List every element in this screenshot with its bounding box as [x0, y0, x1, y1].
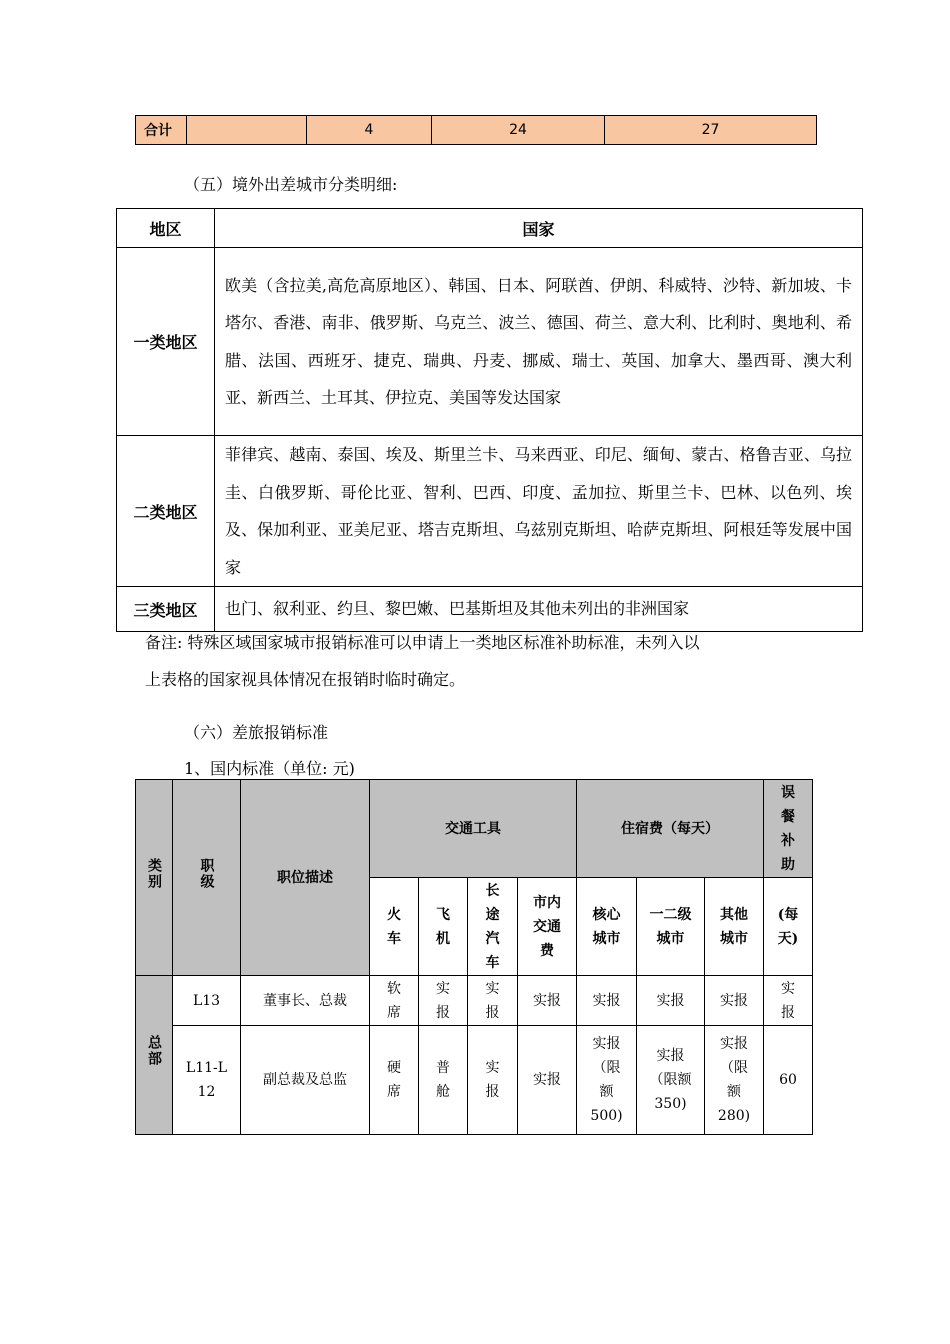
- region-table: [116, 208, 863, 632]
- other-cell: 实报（限额280): [705, 1026, 764, 1135]
- table-row: [136, 1026, 813, 1135]
- country-list: 欧美（含拉美,高危高原地区）、韩国、日本、阿联酋、伊朗、科威特、沙特、新加坡、卡塔尔、香港、南非、俄罗斯、乌克兰、波兰、德国、荷兰、意大利、比利时、奥地利、希腊、法国、西班牙、捷克、瑞典、丹麦、挪威、瑞士、英国、加拿大、墨西哥、澳大利亚、新西兰、土耳其、伊拉克、美国等发达国家: [215, 248, 863, 436]
- region-row: [117, 436, 863, 587]
- region-label: 三类地区: [117, 587, 215, 632]
- other-city-header: 其他城市: [705, 878, 764, 976]
- plane-cell: 实报: [419, 976, 468, 1026]
- meal-header: 误餐补助: [764, 780, 813, 878]
- train-header: 火车: [370, 878, 419, 976]
- core-cell: 实报（限额500): [577, 1026, 637, 1135]
- section6-subheading: 1、国内标准（单位: 元): [184, 759, 355, 778]
- grade-header: 职级: [173, 780, 241, 976]
- city-cell: 实报: [518, 1026, 577, 1135]
- summary-cell: 4: [307, 116, 432, 145]
- country-header: 国家: [215, 209, 863, 248]
- core-cell: 实报: [577, 976, 637, 1026]
- meal-cell: 60: [764, 1026, 813, 1135]
- section5-heading: （五）境外出差城市分类明细:: [184, 175, 398, 194]
- summary-cell: 27: [605, 116, 817, 145]
- train-cell: 硬席: [370, 1026, 419, 1135]
- bus-cell: 实报: [468, 976, 518, 1026]
- lodging-header: 住宿费（每天）: [577, 780, 764, 878]
- table-row: [136, 976, 813, 1026]
- train-cell: 软席: [370, 976, 419, 1026]
- standards-table: [135, 779, 813, 1135]
- bus-header: 长途汽车: [468, 878, 518, 976]
- country-list: 菲律宾、越南、泰国、埃及、斯里兰卡、马来西亚、印尼、缅甸、蒙古、格鲁吉亚、乌拉圭、白俄罗斯、哥伦比亚、智利、巴西、印度、孟加拉、斯里兰卡、巴林、以色列、埃及、保加利亚、亚美尼亚、塔吉克斯坦、乌兹别克斯坦、哈萨克斯坦、阿根廷等发展中国家: [215, 436, 863, 587]
- region-row: [117, 248, 863, 436]
- plane-cell: 普舱: [419, 1026, 468, 1135]
- desc-header: 职位描述: [241, 780, 370, 976]
- summary-table: [135, 115, 817, 145]
- note-line: 备注: 特殊区域国家城市报销标准可以申请上一类地区标准补助标准，未列入以: [145, 633, 700, 652]
- region-label: 一类地区: [117, 248, 215, 436]
- grade-cell: L11-L12: [173, 1026, 241, 1135]
- note-line: 上表格的国家视具体情况在报销时临时确定。: [145, 670, 466, 689]
- meal-cell: 实报: [764, 976, 813, 1026]
- other-cell: 实报: [705, 976, 764, 1026]
- city-cell: 实报: [518, 976, 577, 1026]
- summary-cell: 24: [432, 116, 605, 145]
- country-list: 也门、叙利亚、约旦、黎巴嫩、巴基斯坦及其他未列出的非洲国家: [215, 587, 863, 632]
- bus-cell: 实报: [468, 1026, 518, 1135]
- section6-heading: （六）差旅报销标准: [184, 723, 329, 742]
- grade-cell: L13: [173, 976, 241, 1026]
- tier12-cell: 实报: [637, 976, 705, 1026]
- region-header: 地区: [117, 209, 215, 248]
- group-label: 总部: [136, 976, 173, 1135]
- tier12-cell: 实报（限额350): [637, 1026, 705, 1135]
- summary-cell: [187, 116, 307, 145]
- transport-header: 交通工具: [370, 780, 577, 878]
- core-city-header: 核心城市: [577, 878, 637, 976]
- meal-unit-header: (每天): [764, 878, 813, 976]
- plane-header: 飞机: [419, 878, 468, 976]
- desc-cell: 董事长、总裁: [241, 976, 370, 1026]
- region-label: 二类地区: [117, 436, 215, 587]
- category-header: 类别: [136, 780, 173, 976]
- city-transport-header: 市内交通费: [518, 878, 577, 976]
- summary-row: [136, 116, 817, 145]
- region-header-row: [117, 209, 863, 248]
- summary-label: 合计: [136, 116, 187, 145]
- tier12-city-header: 一二级城市: [637, 878, 705, 976]
- header-row: [136, 780, 813, 878]
- desc-cell: 副总裁及总监: [241, 1026, 370, 1135]
